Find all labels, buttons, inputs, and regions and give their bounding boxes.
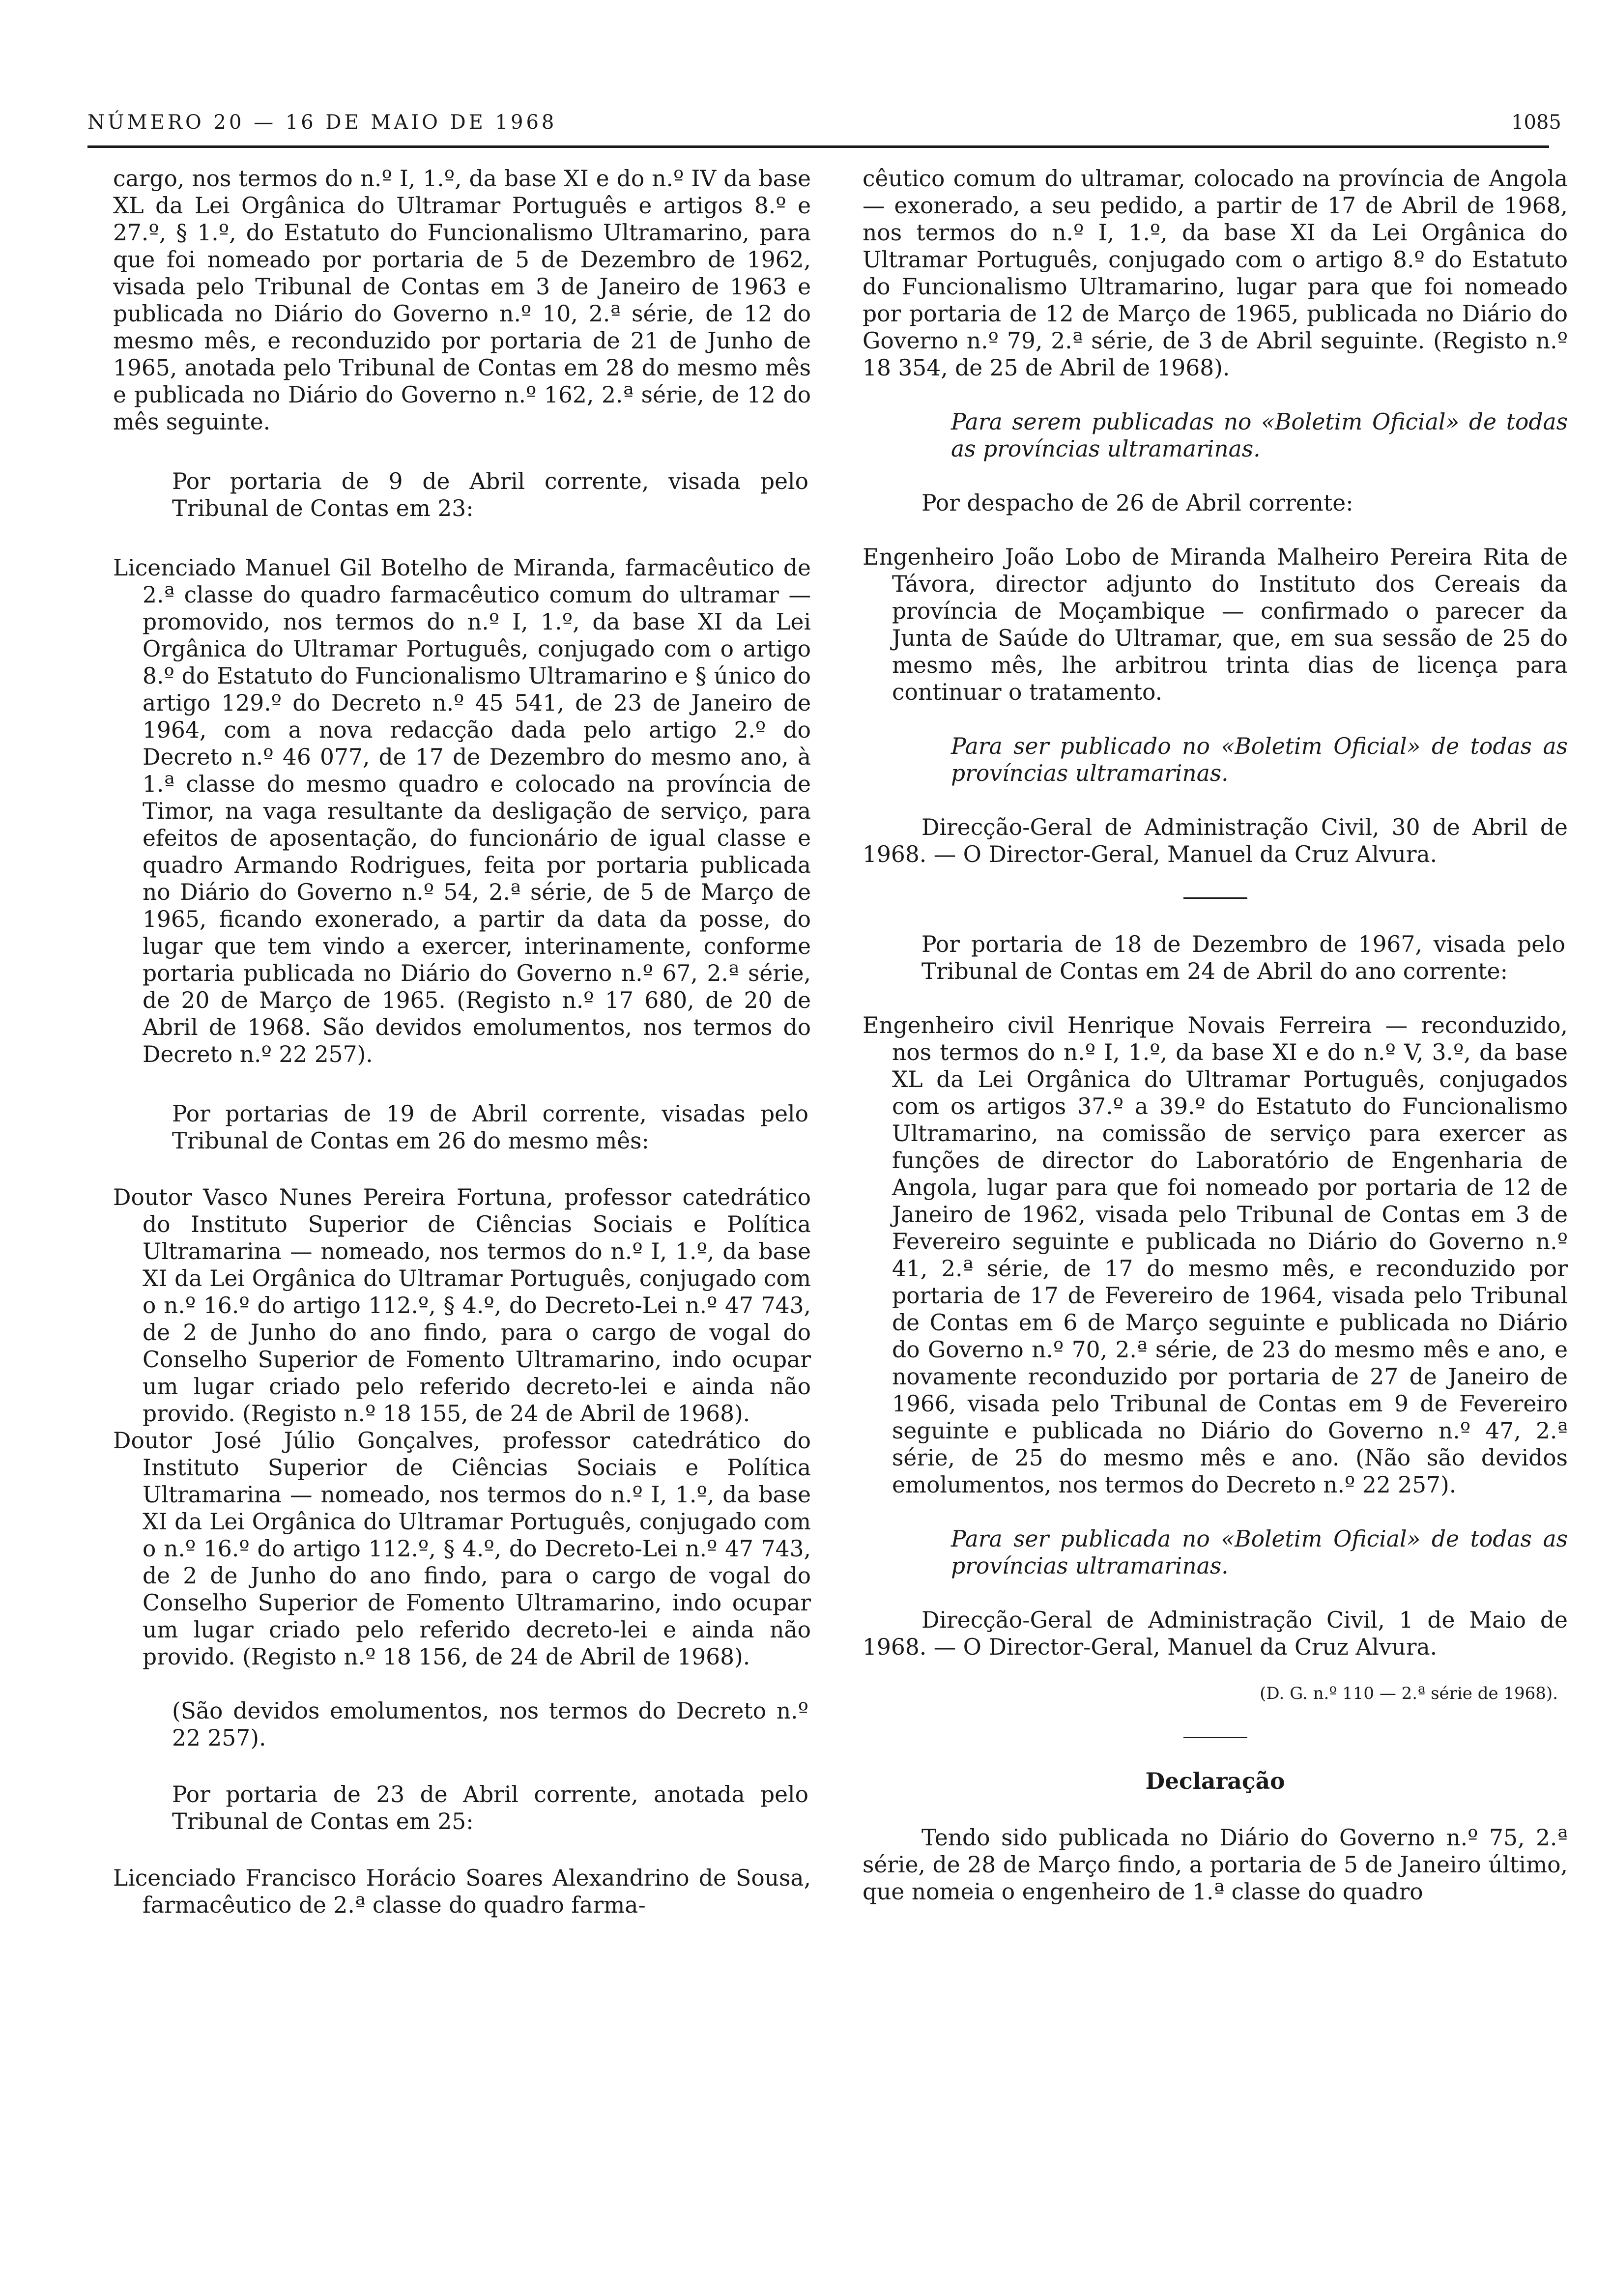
declaration-paragraph: Tendo sido publicada no Diário do Governo n.º 75, 2.ª série, de 28 de Março findo, a portaria de 5 de Janeiro último, que nomeia o engenheiro de 1.ª classe do quadro bbox=[863, 1825, 1568, 1905]
continued-paragraph: cargo, nos termos do n.º I, 1.º, da base XI e do n.º IV da base XL da Lei Orgânica do Ultramar Português e artigos 8.º e 27.º, § 1.º, do Estatuto do Funcionalismo Ultramarino, para que foi nomeado por portaria de 5 de Dezembro de 1962, visada pelo Tribunal de Contas em 3 de Janeiro de 1963 e publicada no Diário do Governo n.º 10, 2.ª série, de 12 do mesmo mês, e reconduzido por portaria de 21 de Junho de 1965, anotada pelo Tribunal de Contas em 28 do mesmo mês e publicada no Diário do Governo n.º 162, 2.ª série, de 12 do mês seguinte. bbox=[113, 166, 811, 435]
appointment-entry: Licenciado Francisco Horácio Soares Alexandrino de Sousa, farmacêutico de 2.ª classe do quadro farma- bbox=[113, 1865, 811, 1918]
left-column bbox=[113, 165, 811, 1919]
section-heading: Declaração bbox=[1145, 1768, 1285, 1794]
signature-line: Direcção-Geral de Administração Civil, 1 de Maio de 1968. — O Director-Geral, Manuel da Cruz Alvura. bbox=[863, 1607, 1568, 1660]
page-number: 1085 bbox=[1511, 111, 1561, 134]
decree-intro: Por despacho de 26 de Abril corrente: bbox=[921, 490, 1353, 516]
right-column bbox=[863, 165, 1568, 1905]
page-header-issue: NÚMERO 20 — 16 DE MAIO DE 1968 bbox=[87, 111, 557, 134]
appointment-entry: Engenheiro civil Henrique Novais Ferreira — reconduzido, nos termos do n.º I, 1.º, da base XI e do n.º V, 3.º, da base XL da Lei Orgânica do Ultramar Português, conjugados com os artigos 37.º a 39.º do Estatuto do Funcionalismo Ultramarino, na comissão de serviço para exercer as funções de director do Laboratório de Engenharia de Angola, lugar para que foi nomeado por portaria de 12 de Janeiro de 1962, visada pelo Tribunal de Contas em 3 de Fevereiro seguinte e publicada no Diário do Governo n.º 41, 2.ª série, de 17 do mesmo mês, e reconduzido por portaria de 17 de Fevereiro de 1964, visada pelo Tribunal de Contas em 6 de Março seguinte e publicada no Diário do Governo n.º 70, 2.ª série, de 23 do mesmo mês e ano, e novamente reconduzido por portaria de 27 de Janeiro de 1966, visada pelo Tribunal de Contas em 9 de Fevereiro seguinte e publicada no Diário do Governo n.º 47, 2.ª série, de 25 do mesmo mês e ano. (Não são devidos emolumentos, nos termos do Decreto n.º 22 257). bbox=[863, 1012, 1568, 1498]
header-rule bbox=[87, 145, 1549, 148]
decree-intro: Por portaria de 23 de Abril corrente, anotada pelo Tribunal de Contas em 25: bbox=[172, 1781, 808, 1835]
publication-note: Para serem publicadas no «Boletim Oficial» de todas as províncias ultramarinas. bbox=[951, 409, 1568, 462]
decree-intro: Por portarias de 19 de Abril corrente, visadas pelo Tribunal de Contas em 26 do mesmo mês: bbox=[172, 1101, 808, 1154]
appointment-entry: Engenheiro João Lobo de Miranda Malheiro Pereira Rita de Távora, director adjunto do Instituto dos Cereais da província de Moçambique — confirmado o parecer da Junta de Saúde do Ultramar, que, em sua sessão de 25 do mesmo mês, lhe arbitrou trinta dias de licença para continuar o tratamento. bbox=[863, 544, 1568, 705]
signature-line: Direcção-Geral de Administração Civil, 30 de Abril de 1968. — O Director-Geral, Manuel da Cruz Alvura. bbox=[863, 814, 1568, 867]
gazette-reference: (D. G. n.º 110 — 2.ª série de 1968). bbox=[1260, 1684, 1558, 1703]
decree-intro: Por portaria de 18 de Dezembro de 1967, visada pelo Tribunal de Contas em 24 de Abril do ano corrente: bbox=[921, 931, 1565, 984]
appointment-entry: Licenciado Manuel Gil Botelho de Miranda, farmacêutico de 2.ª classe do quadro farmacêutico comum do ultramar — promovido, nos termos do n.º I, 1.º, da base XI da Lei Orgânica do Ultramar Português, conjugado com o artigo 8.º do Estatuto do Funcionalismo Ultramarino e § único do artigo 129.º do Decreto n.º 45 541, de 23 de Janeiro de 1964, com a nova redacção dada pelo artigo 2.º do Decreto n.º 46 077, de 17 de Dezembro do mesmo ano, à 1.ª classe do mesmo quadro e colocado na província de Timor, na vaga resultante da desligação de serviço, para efeitos de aposentação, do funcionário de igual classe e quadro Armando Rodrigues, feita por portaria publicada no Diário do Governo n.º 54, 2.ª série, de 5 de Março de 1965, ficando exonerado, a partir da data da posse, do lugar que tem vindo a exercer, interinamente, conforme portaria publicada no Diário do Governo n.º 67, 2.ª série, de 20 de Março de 1965. (Registo n.º 17 680, de 20 de Abril de 1968. São devidos emolumentos, nos termos do Decreto n.º 22 257). bbox=[113, 555, 811, 1067]
continued-paragraph: cêutico comum do ultramar, colocado na província de Angola — exonerado, a seu pedido, a partir de 17 de Abril de 1968, nos termos do n.º I, 1.º, da base XI da Lei Orgânica do Ultramar Português, conjugado com o artigo 8.º do Estatuto do Funcionalismo Ultramarino, lugar para que foi nomeado por portaria de 12 de Março de 1965, publicada no Diário do Governo n.º 79, 2.ª série, de 3 de Abril seguinte. (Registo n.º 18 354, de 25 de Abril de 1968). bbox=[863, 166, 1568, 381]
publication-note: Para ser publicada no «Boletim Oficial» de todas as províncias ultramarinas. bbox=[951, 1526, 1568, 1579]
publication-note: Para ser publicado no «Boletim Oficial» de todas as províncias ultramarinas. bbox=[951, 733, 1568, 786]
emoluments-note: (São devidos emolumentos, nos termos do Decreto n.º 22 257). bbox=[172, 1698, 808, 1751]
appointment-entry: Doutor Vasco Nunes Pereira Fortuna, professor catedrático do Instituto Superior de Ciências Sociais e Política Ultramarina — nomeado, nos termos do n.º I, 1.º, da base XI da Lei Orgânica do Ultramar Português, conjugado com o n.º 16.º do artigo 112.º, § 4.º, do Decreto-Lei n.º 47 743, de 2 de Junho do ano findo, para o cargo de vogal do Conselho Superior de Fomento Ultramarino, indo ocupar um lugar criado pelo referido decreto-lei e ainda não provido. (Registo n.º 18 155, de 24 de Abril de 1968). bbox=[113, 1184, 811, 1427]
appointment-entry: Doutor José Júlio Gonçalves, professor catedrático do Instituto Superior de Ciências Sociais e Política Ultramarina — nomeado, nos termos do n.º I, 1.º, da base XI da Lei Orgânica do Ultramar Português, conjugado com o n.º 16.º do artigo 112.º, § 4.º, do Decreto-Lei n.º 47 743, de 2 de Junho do ano findo, para o cargo de vogal do Conselho Superior de Fomento Ultramarino, indo ocupar um lugar criado pelo referido decreto-lei e ainda não provido. (Registo n.º 18 156, de 24 de Abril de 1968). bbox=[113, 1428, 811, 1670]
decree-intro: Por portaria de 9 de Abril corrente, visada pelo Tribunal de Contas em 23: bbox=[172, 468, 808, 521]
